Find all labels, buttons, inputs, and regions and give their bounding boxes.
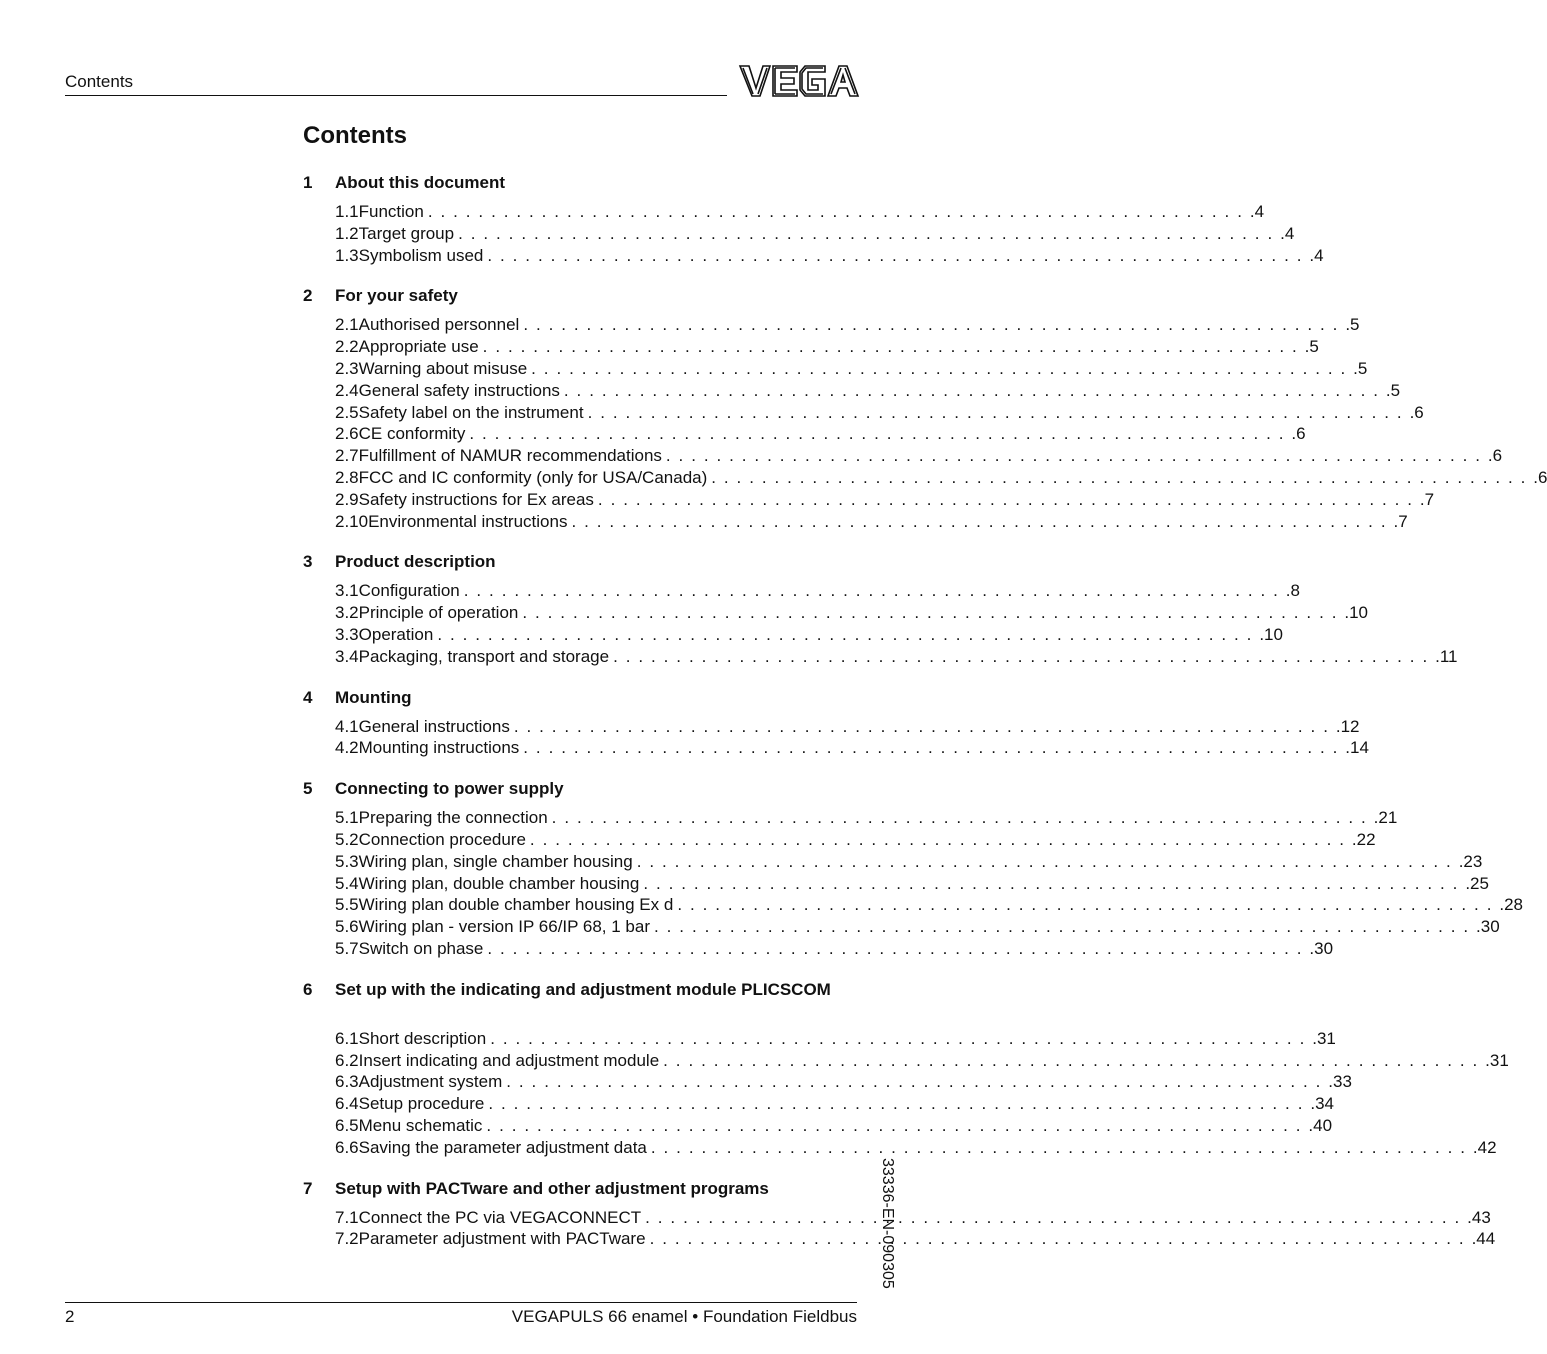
toc-entry[interactable] (303, 851, 1483, 873)
section-spacer (303, 266, 857, 285)
dot-leader (594, 489, 1425, 511)
section-number: 6 (303, 979, 313, 999)
entry-title: CE conformity (358, 424, 466, 444)
dot-leader (424, 201, 1255, 223)
toc-section-heading[interactable] (303, 551, 857, 573)
toc-entry[interactable] (303, 1137, 1497, 1159)
entry-title: Appropriate use (358, 337, 479, 357)
dot-leader (560, 380, 1391, 402)
entry-title: Wiring plan double chamber housing Ex d (358, 895, 674, 915)
toc-section-heading[interactable] (303, 1178, 857, 1200)
toc-section-heading[interactable] (303, 778, 857, 800)
entry-page-number: 6 (1538, 467, 1547, 487)
toc-section (303, 551, 1458, 667)
section-title: Set up with the indicating and adjustment module PLICSCOM (335, 979, 831, 999)
dot-leader (641, 1207, 1472, 1229)
toc-entry[interactable] (303, 467, 1547, 489)
section-number: 2 (303, 286, 313, 306)
section-spacer (303, 1159, 857, 1178)
toc-entry[interactable] (303, 380, 1401, 402)
section-title: About this document (335, 173, 505, 192)
dot-leader (584, 402, 1415, 424)
dot-leader (527, 358, 1358, 380)
entry-title: Configuration (358, 581, 460, 601)
dot-leader (639, 873, 1470, 895)
section-number: 1 (303, 173, 313, 192)
entry-page-number: 33 (1332, 1072, 1352, 1092)
dot-leader (519, 737, 1350, 759)
entry-page-number: 28 (1504, 895, 1523, 915)
footer-rule (65, 1302, 857, 1303)
entry-number: 7.2 (335, 1229, 359, 1249)
entry-page-number: 23 (1463, 851, 1483, 871)
toc-entry[interactable] (303, 201, 1265, 223)
page-title: Contents (303, 122, 407, 149)
entry-title: Principle of operation (358, 603, 519, 623)
entry-number: 1.2 (335, 223, 359, 243)
entry-number: 6.2 (335, 1050, 359, 1070)
entry-page-number: 30 (1314, 938, 1334, 958)
dot-leader (465, 423, 1296, 445)
dot-leader (707, 467, 1538, 489)
entry-number: 7.1 (335, 1207, 359, 1227)
entry-page-number: 7 (1398, 511, 1408, 531)
dot-leader (548, 807, 1379, 829)
entry-title: Packaging, transport and storage (358, 646, 610, 666)
toc-entry[interactable] (303, 807, 1398, 829)
toc-entry[interactable] (303, 511, 1408, 533)
toc-entry[interactable] (303, 894, 1523, 916)
entry-page-number: 22 (1356, 829, 1376, 849)
entry-page-number: 43 (1471, 1207, 1491, 1227)
entry-page-number: 5 (1357, 358, 1368, 378)
toc-entry[interactable] (303, 580, 1300, 602)
entry-number: 6.1 (335, 1028, 359, 1048)
entry-number: 4.2 (335, 738, 359, 758)
toc-entry[interactable] (303, 1050, 1509, 1072)
entry-number: 2.7 (335, 446, 359, 466)
toc-entry[interactable] (303, 445, 1503, 467)
toc-section-heading[interactable] (303, 979, 857, 1001)
toc-section (303, 687, 1369, 760)
entry-page-number: 8 (1290, 581, 1300, 601)
toc-entry[interactable] (303, 1071, 1352, 1093)
dot-leader (482, 1115, 1313, 1137)
toc-entry[interactable] (303, 1228, 1496, 1250)
toc-entry[interactable] (303, 358, 1368, 380)
footer-page-number: 2 (65, 1307, 75, 1326)
entry-page-number: 25 (1470, 873, 1489, 893)
section-number: 7 (303, 1178, 313, 1198)
section-title: Product description (335, 552, 496, 572)
entry-title: Menu schematic (358, 1115, 483, 1135)
entry-title: Fulfillment of NAMUR recommendations (358, 446, 662, 466)
section-spacer (303, 532, 857, 551)
entry-page-number: 7 (1424, 489, 1435, 509)
toc-entry[interactable] (303, 829, 1376, 851)
entry-number: 2.10 (335, 511, 369, 531)
entry-title: Switch on phase (358, 938, 484, 958)
entry-page-number: 14 (1350, 738, 1369, 758)
toc-entry[interactable] (303, 938, 1334, 960)
toc-entry[interactable] (303, 624, 1283, 646)
section-number: 4 (303, 687, 313, 707)
entry-number: 5.1 (335, 808, 359, 828)
section-title: Connecting to power supply (335, 779, 564, 799)
entry-number: 5.5 (335, 895, 359, 915)
dot-leader (633, 851, 1464, 873)
dot-leader (510, 716, 1341, 738)
entry-page-number: 6 (1414, 402, 1424, 422)
toc-entry[interactable] (303, 737, 1369, 759)
entry-number: 3.4 (335, 646, 359, 666)
entry-page-number: 40 (1313, 1115, 1333, 1135)
entry-title: Mounting instructions (358, 738, 520, 758)
entry-page-number: 5 (1390, 380, 1401, 400)
entry-page-number: 5 (1309, 337, 1319, 357)
dot-leader (526, 829, 1357, 851)
toc-entry[interactable] (303, 602, 1369, 624)
entry-title: Preparing the connection (358, 808, 548, 828)
entry-title: Short description (358, 1028, 487, 1048)
entry-title: Symbolism used (358, 245, 484, 265)
toc-section-heading[interactable] (303, 285, 857, 307)
section-title: For your safety (335, 286, 458, 306)
entry-title: Connection procedure (358, 829, 526, 849)
dot-leader (502, 1071, 1333, 1093)
toc-entry[interactable] (303, 916, 1500, 938)
vega-logo-icon (739, 64, 859, 98)
toc-entry[interactable] (303, 646, 1458, 668)
entry-page-number: 12 (1340, 716, 1360, 736)
section-number: 3 (303, 552, 313, 572)
entry-page-number: 6 (1296, 424, 1306, 444)
toc-entry[interactable] (303, 873, 1489, 895)
document-code: 33336-EN-090305 (879, 1158, 896, 1289)
toc-section (303, 778, 1523, 960)
header-rule (65, 95, 727, 96)
toc-entry[interactable] (303, 336, 1319, 358)
dot-leader (567, 511, 1398, 533)
entry-title: FCC and IC conformity (only for USA/Canada) (358, 467, 708, 487)
dot-leader (609, 646, 1440, 668)
entry-title: Parameter adjustment with PACTware (358, 1229, 646, 1249)
toc-entry[interactable] (303, 1115, 1333, 1137)
entry-page-number: 30 (1480, 917, 1500, 937)
dot-leader (433, 624, 1264, 646)
section-number: 5 (303, 779, 313, 799)
entry-number: 2.2 (335, 337, 359, 357)
entry-page-number: 5 (1350, 315, 1360, 335)
section-title: Setup with PACTware and other adjustment programs (335, 1178, 769, 1198)
toc-entry[interactable] (303, 1028, 1336, 1050)
entry-title: Wiring plan - version IP 66/IP 68, 1 bar (358, 917, 650, 937)
entry-title: Safety label on the instrument (358, 402, 584, 422)
entry-title: Setup procedure (358, 1094, 485, 1114)
entry-page-number: 11 (1439, 646, 1458, 666)
entry-number: 6.5 (335, 1115, 359, 1135)
entry-number: 2.5 (335, 402, 359, 422)
entry-page-number: 6 (1492, 446, 1503, 466)
toc-section (303, 285, 1547, 532)
section-title: Mounting (335, 687, 412, 707)
entry-number: 2.6 (335, 424, 359, 444)
toc-entry[interactable] (303, 1093, 1334, 1115)
dot-leader (479, 336, 1310, 358)
dot-leader (483, 938, 1314, 960)
entry-title: Safety instructions for Ex areas (358, 489, 594, 509)
entry-number: 3.2 (335, 603, 359, 623)
entry-title: Wiring plan, double chamber housing (358, 873, 640, 893)
entry-number: 2.3 (335, 358, 359, 378)
dot-leader (486, 1028, 1317, 1050)
dot-leader (647, 1137, 1478, 1159)
section-spacer (303, 668, 857, 687)
entry-page-number: 34 (1315, 1094, 1334, 1114)
entry-number: 2.4 (335, 380, 359, 400)
toc-entry[interactable] (303, 489, 1435, 511)
entry-number: 5.7 (335, 938, 359, 958)
entry-number: 3.1 (335, 581, 359, 601)
entry-page-number: 10 (1264, 624, 1283, 644)
entry-page-number: 42 (1477, 1137, 1497, 1157)
dot-leader (650, 916, 1481, 938)
entry-number: 5.3 (335, 851, 359, 871)
footer-document-title: VEGAPULS 66 enamel • Foundation Fieldbus (511, 1307, 857, 1326)
toc-entry[interactable] (303, 716, 1360, 738)
entry-page-number: 44 (1476, 1229, 1496, 1249)
dot-leader (659, 1050, 1490, 1072)
toc-section-heading[interactable] (303, 172, 857, 194)
section-spacer (303, 759, 857, 778)
entry-title: Target group (358, 223, 455, 243)
entry-title: Authorised personnel (358, 315, 520, 335)
entry-number: 1.3 (335, 245, 359, 265)
dot-leader (483, 245, 1314, 267)
dot-leader (519, 314, 1350, 336)
section-spacer (303, 960, 857, 979)
entry-number: 5.6 (335, 917, 359, 937)
entry-number: 5.2 (335, 829, 359, 849)
entry-page-number: 10 (1349, 603, 1369, 623)
toc-entry[interactable] (303, 314, 1360, 336)
entry-page-number: 4 (1314, 245, 1324, 265)
entry-page-number: 4 (1284, 223, 1295, 243)
entry-number: 2.8 (335, 467, 359, 487)
entry-number: 3.3 (335, 624, 359, 644)
entry-page-number: 31 (1489, 1050, 1509, 1070)
dot-leader (518, 602, 1349, 624)
entry-number: 1.1 (335, 202, 359, 221)
entry-page-number: 31 (1316, 1028, 1336, 1048)
dot-leader (646, 1228, 1477, 1250)
entry-title: Insert indicating and adjustment module (358, 1050, 660, 1070)
dot-leader (662, 445, 1493, 467)
entry-number: 6.4 (335, 1094, 359, 1114)
entry-title: Adjustment system (358, 1072, 503, 1092)
entry-title: Warning about misuse (358, 358, 528, 378)
entry-title: Function (358, 202, 424, 221)
toc-entry[interactable] (303, 245, 1324, 267)
dot-leader (673, 894, 1504, 916)
toc-section (303, 979, 1509, 1159)
entry-number: 6.6 (335, 1137, 359, 1157)
dot-leader (460, 580, 1291, 602)
toc-entry[interactable] (303, 402, 1424, 424)
entry-title: Operation (358, 624, 434, 644)
entry-title: General instructions (358, 716, 510, 736)
entry-number: 4.1 (335, 716, 359, 736)
entry-title: General safety instructions (358, 380, 560, 400)
entry-page-number: 4 (1254, 202, 1265, 221)
entry-title: Saving the parameter adjustment data (358, 1137, 647, 1157)
entry-number: 6.3 (335, 1072, 359, 1092)
dot-leader (484, 1093, 1315, 1115)
toc-entry[interactable] (303, 423, 1306, 445)
dot-leader (454, 223, 1285, 245)
entry-page-number: 21 (1378, 808, 1398, 828)
toc-section-heading[interactable] (303, 687, 857, 709)
toc-section (303, 172, 1324, 266)
entry-title: Wiring plan, single chamber housing (358, 851, 633, 871)
toc-entry[interactable] (303, 223, 1295, 245)
entry-title: Environmental instructions (368, 511, 568, 531)
entry-number: 2.1 (335, 315, 359, 335)
entry-title: Connect the PC via VEGACONNECT (358, 1207, 642, 1227)
page-header-label: Contents (65, 72, 134, 91)
toc-entry[interactable] (303, 1207, 1491, 1229)
entry-number: 5.4 (335, 873, 359, 893)
entry-number: 2.9 (335, 489, 359, 509)
